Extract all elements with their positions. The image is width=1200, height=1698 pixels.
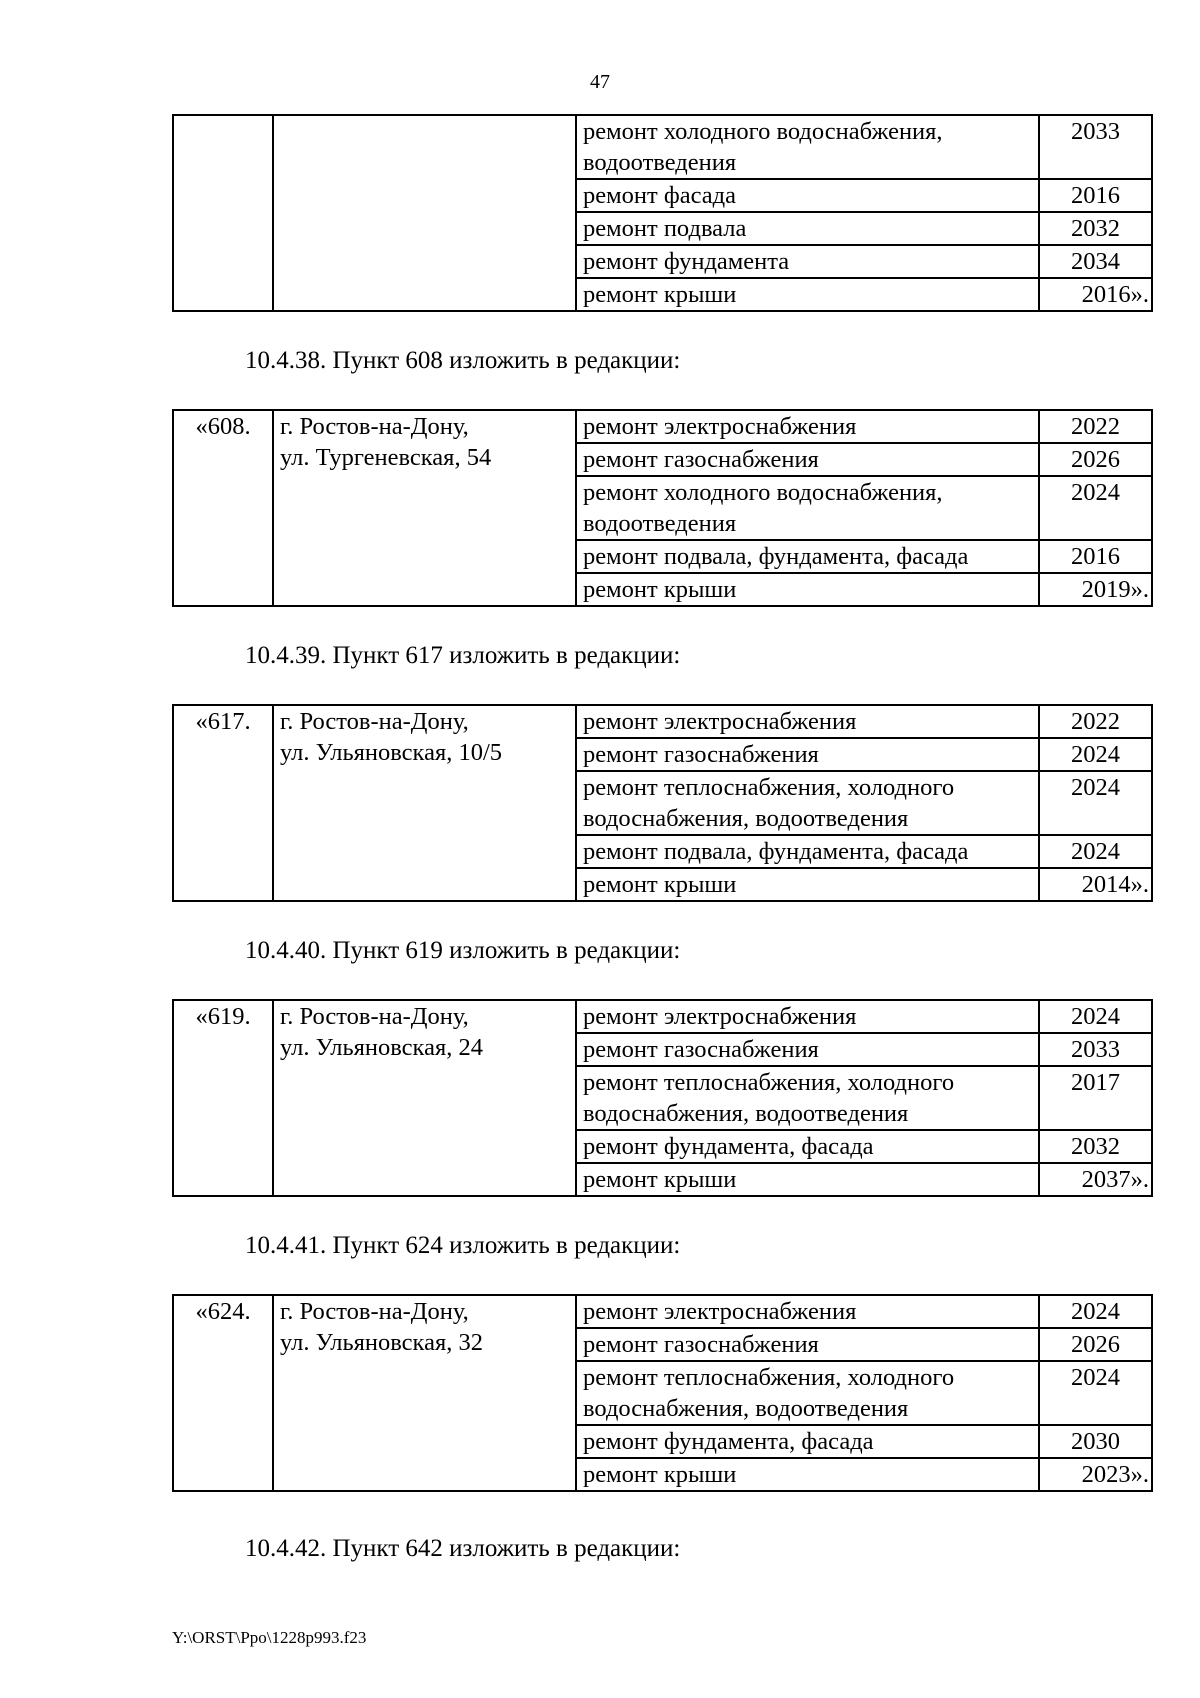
item-number bbox=[173, 115, 273, 311]
table-row bbox=[173, 410, 1152, 443]
work-type: ремонт крыши bbox=[576, 278, 1039, 311]
work-type: ремонт газоснабжения bbox=[576, 1033, 1039, 1066]
item-address: г. Ростов-на-Дону, ул. Тургеневская, 54 bbox=[273, 410, 576, 606]
work-type: ремонт электроснабжения bbox=[576, 410, 1039, 443]
section-1-table bbox=[172, 704, 1153, 902]
work-year: 2022 bbox=[1039, 705, 1152, 738]
section-heading: 10.4.41. Пункт 624 изложить в редакции: bbox=[245, 1232, 681, 1259]
item-number: «617. bbox=[173, 705, 273, 901]
work-type: ремонт фундамента, фасада bbox=[576, 1130, 1039, 1163]
work-year: 2016». bbox=[1039, 278, 1152, 311]
work-year: 2016 bbox=[1039, 540, 1152, 573]
work-year: 2026 bbox=[1039, 443, 1152, 476]
work-year: 2024 bbox=[1039, 1295, 1152, 1328]
work-year: 2024 bbox=[1039, 476, 1152, 540]
work-year: 2019». bbox=[1039, 573, 1152, 606]
section-heading: 10.4.40. Пункт 619 изложить в редакции: bbox=[245, 937, 681, 964]
work-year: 2014». bbox=[1039, 868, 1152, 901]
work-year: 2024 bbox=[1039, 1000, 1152, 1033]
work-year: 2033 bbox=[1039, 1033, 1152, 1066]
footer-file-path: Y:\ORST\Ppo\1228p993.f23 bbox=[172, 1628, 367, 1647]
section-0-table bbox=[172, 409, 1153, 607]
item-address: г. Ростов-на-Дону, ул. Ульяновская, 32 bbox=[273, 1295, 576, 1491]
work-type: ремонт теплоснабжения, холодного водоснабжения, водоотведения bbox=[576, 1066, 1039, 1130]
work-year: 2026 bbox=[1039, 1328, 1152, 1361]
final-heading: 10.4.42. Пункт 642 изложить в редакции: bbox=[245, 1535, 681, 1562]
work-year: 2024 bbox=[1039, 738, 1152, 771]
work-year: 2016 bbox=[1039, 179, 1152, 212]
work-type: ремонт электроснабжения bbox=[576, 1000, 1039, 1033]
item-number: «624. bbox=[173, 1295, 273, 1491]
work-year: 2017 bbox=[1039, 1066, 1152, 1130]
work-type: ремонт подвала, фундамента, фасада bbox=[576, 540, 1039, 573]
table-row bbox=[173, 1000, 1152, 1033]
work-year: 2024 bbox=[1039, 1361, 1152, 1425]
work-type: ремонт газоснабжения bbox=[576, 443, 1039, 476]
work-year: 2023». bbox=[1039, 1458, 1152, 1491]
work-type: ремонт крыши bbox=[576, 1163, 1039, 1196]
item-address bbox=[273, 115, 576, 311]
work-year: 2024 bbox=[1039, 835, 1152, 868]
section-3-table bbox=[172, 1294, 1153, 1492]
item-number: «619. bbox=[173, 1000, 273, 1196]
table-row bbox=[173, 115, 1152, 179]
table-row bbox=[173, 705, 1152, 738]
work-type: ремонт электроснабжения bbox=[576, 705, 1039, 738]
work-type: ремонт холодного водоснабжения, водоотведения bbox=[576, 476, 1039, 540]
work-year: 2024 bbox=[1039, 771, 1152, 835]
work-year: 2030 bbox=[1039, 1425, 1152, 1458]
work-year: 2034 bbox=[1039, 245, 1152, 278]
work-type: ремонт подвала, фундамента, фасада bbox=[576, 835, 1039, 868]
work-type: ремонт крыши bbox=[576, 1458, 1039, 1491]
work-year: 2032 bbox=[1039, 1130, 1152, 1163]
work-type: ремонт подвала bbox=[576, 212, 1039, 245]
continuation-table bbox=[172, 114, 1153, 312]
work-type: ремонт фундамента bbox=[576, 245, 1039, 278]
work-type: ремонт электроснабжения bbox=[576, 1295, 1039, 1328]
work-year: 2037». bbox=[1039, 1163, 1152, 1196]
work-type: ремонт газоснабжения bbox=[576, 738, 1039, 771]
work-type: ремонт теплоснабжения, холодного водоснабжения, водоотведения bbox=[576, 1361, 1039, 1425]
work-year: 2033 bbox=[1039, 115, 1152, 179]
page-number: 47 bbox=[590, 71, 610, 93]
section-2-table bbox=[172, 999, 1153, 1197]
section-heading: 10.4.38. Пункт 608 изложить в редакции: bbox=[245, 347, 681, 374]
work-year: 2032 bbox=[1039, 212, 1152, 245]
work-year: 2022 bbox=[1039, 410, 1152, 443]
work-type: ремонт холодного водоснабжения, водоотведения bbox=[576, 115, 1039, 179]
section-heading: 10.4.39. Пункт 617 изложить в редакции: bbox=[245, 642, 681, 669]
item-number: «608. bbox=[173, 410, 273, 606]
item-address: г. Ростов-на-Дону, ул. Ульяновская, 10/5 bbox=[273, 705, 576, 901]
work-type: ремонт крыши bbox=[576, 573, 1039, 606]
item-address: г. Ростов-на-Дону, ул. Ульяновская, 24 bbox=[273, 1000, 576, 1196]
work-type: ремонт крыши bbox=[576, 868, 1039, 901]
work-type: ремонт теплоснабжения, холодного водоснабжения, водоотведения bbox=[576, 771, 1039, 835]
table-row bbox=[173, 1295, 1152, 1328]
work-type: ремонт газоснабжения bbox=[576, 1328, 1039, 1361]
work-type: ремонт фундамента, фасада bbox=[576, 1425, 1039, 1458]
work-type: ремонт фасада bbox=[576, 179, 1039, 212]
